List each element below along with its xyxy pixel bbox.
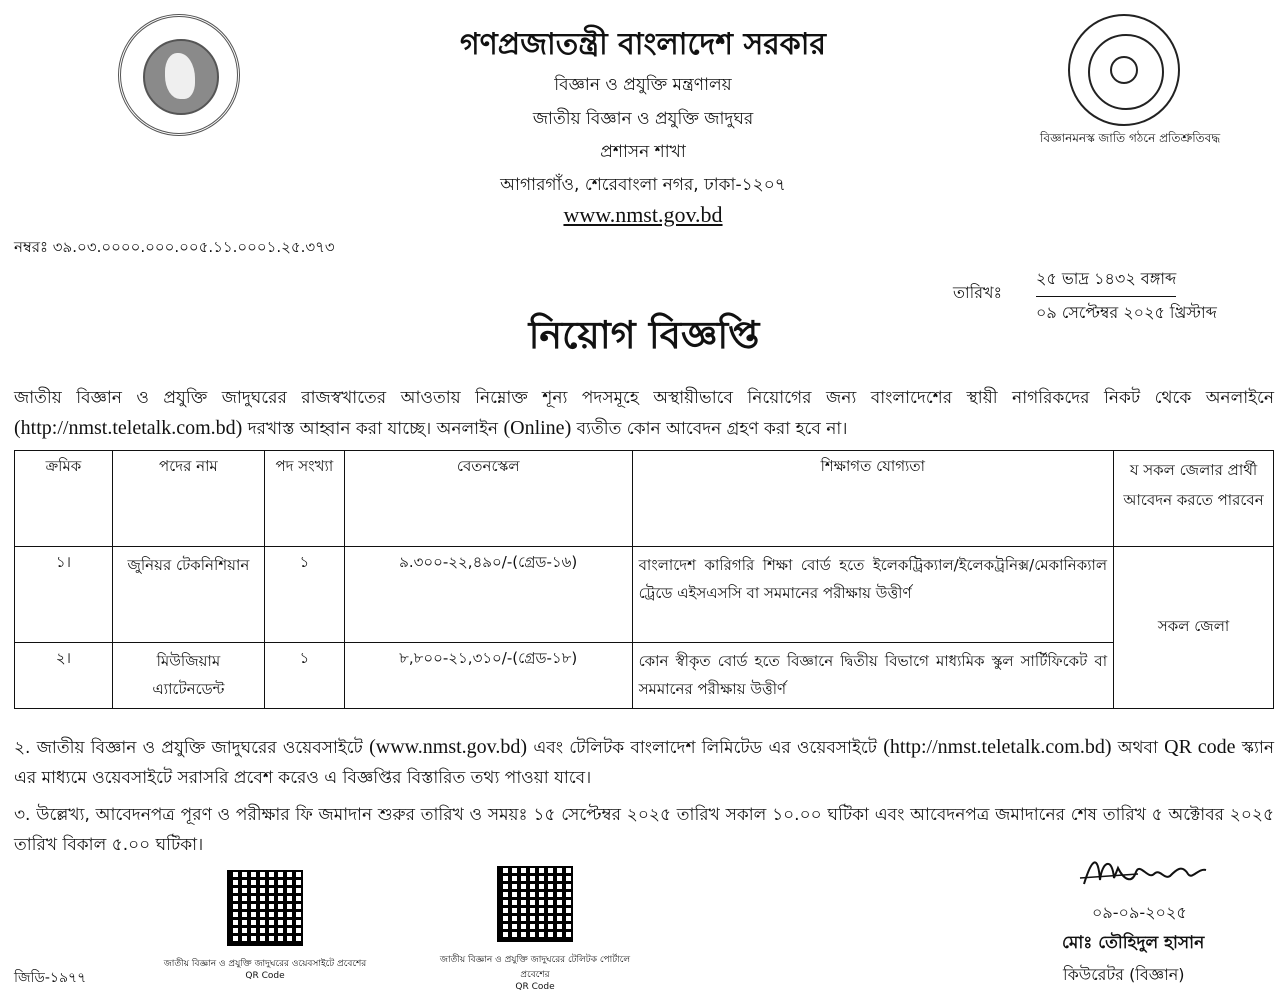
header-qualification: শিক্ষাগত যোগ্যতা bbox=[632, 451, 1114, 547]
signature-date: ০৯-০৯-২০২৫ bbox=[1092, 903, 1187, 922]
seal-emblem bbox=[143, 39, 219, 115]
qr-code-icon[interactable] bbox=[497, 866, 573, 942]
signatory-name: মোঃ তৌহিদুল হাসান bbox=[1062, 933, 1205, 953]
date-label: তারিখঃ bbox=[953, 283, 1003, 302]
gd-number: জিডি-১৯৭৭ bbox=[14, 970, 87, 986]
intro-paragraph: জাতীয় বিজ্ঞান ও প্রযুক্তি জাদুঘরের রাজস্বখাতের আওতায় নিম্নোক্ত শূন্য পদসমূহে অস্থায়ীভাবে নিয়োগের জন্য বাংলাদেশের স্থায়ী নাগরিকদের নিকট থেকে অনলাইনে (http://nmst.teletalk.com.bd) দরখাস্ত আহ্বান করা যাচ্ছে। অনলাইন (Online) ব্যতীত কোন আবেদন গ্রহণ করা হবে না। bbox=[14, 388, 1274, 439]
cell-qualification: বাংলাদেশ কারিগরি শিক্ষা বোর্ড হতে ইলেকট্রিক্যাল/ইলেকট্রনিক্স/মেকানিক্যাল ট্রেডে এইসএসসি বা সমমানের পরীক্ষায় উত্তীর্ণ bbox=[632, 547, 1114, 643]
note-3: ৩. উল্লেখ্য, আবেদনপত্র পূরণ ও পরীক্ষার ফি জমাদান শুরুর তারিখ ও সময়ঃ ১৫ সেপ্টেম্বর ২০২৫ তারিখ সকাল ১০.০০ ঘটিকা এবং আবেদনপত্র জমাদানের শেষ তারিখ ৫ অক্টোবর ২০২৫ তারিখ বিকাল ৫.০০ ঘটিকা। bbox=[14, 805, 1274, 855]
header-post: পদের নাম bbox=[112, 451, 264, 547]
government-title: গণপ্রজাতন্ত্রী বাংলাদেশ সরকার bbox=[460, 27, 826, 62]
table-header-row bbox=[15, 451, 1274, 547]
qr-code-icon[interactable] bbox=[227, 870, 303, 946]
qr-block-website: জাতীয় বিজ্ঞান ও প্রযুক্তি জাদুঘরের ওয়েবসাইটে প্রবেশের QR Code bbox=[150, 870, 380, 981]
table-row bbox=[15, 643, 1274, 709]
notice-title: নিয়োগ বিজ্ঞপ্তি bbox=[528, 313, 760, 357]
signatory-designation: কিউরেটর (বিজ্ঞান) bbox=[1063, 965, 1185, 984]
nmst-link[interactable]: (www.nmst.gov.bd) bbox=[369, 736, 528, 758]
header-districts: য সকল জেলার প্রার্থী আবেদন করতে পারবেন bbox=[1114, 451, 1274, 547]
atom-icon bbox=[1110, 56, 1138, 84]
posts-table bbox=[14, 450, 1274, 709]
cell-districts: সকল জেলা bbox=[1114, 547, 1274, 709]
table-row bbox=[15, 547, 1274, 643]
header-count: পদ সংখ্যা bbox=[264, 451, 344, 547]
ministry-name: বিজ্ঞান ও প্রযুক্তি মন্ত্রণালয় bbox=[554, 75, 732, 95]
cell-scale: ৯.৩০০-২২,৪৯০/-(গ্রেড-১৬) bbox=[344, 547, 632, 643]
handwritten-signature bbox=[1078, 850, 1218, 894]
museum-motto: বিজ্ঞানমনস্ক জাতি গঠনে প্রতিশ্রুতিবদ্ধ bbox=[1040, 131, 1221, 145]
cell-serial: ২। bbox=[15, 643, 113, 709]
note-2: ২. জাতীয় বিজ্ঞান ও প্রযুক্তি জাদুঘরের ওয়েবসাইটে (www.nmst.gov.bd) এবং টেলিটক বাংলাদেশ লিমিটেড এর ওয়েবসাইটে (http://nmst.teletalk.com.bd) অথবা QR code স্ক্যান এর মাধ্যমে ওয়েবসাইটে সরাসরি প্রবেশ করেও এ বিজ্ঞপ্তির বিস্তারিত তথ্য পাওয়া যাবে। bbox=[14, 736, 1275, 788]
teletalk-link-2[interactable]: (http://nmst.teletalk.com.bd) bbox=[883, 736, 1112, 758]
cell-count: ১ bbox=[264, 643, 344, 709]
museum-seal-logo bbox=[1068, 14, 1180, 126]
branch-name: প্রশাসন শাখা bbox=[600, 142, 686, 162]
header-scale: বেতনস্কেল bbox=[344, 451, 632, 547]
date-bangla: ২৫ ভাদ্র ১৪৩২ বঙ্গাব্দ bbox=[1036, 266, 1176, 297]
museum-name: জাতীয় বিজ্ঞান ও প্রযুক্তি জাদুঘর bbox=[532, 109, 754, 129]
cell-qualification: কোন স্বীকৃত বোর্ড হতে বিজ্ঞানে দ্বিতীয় বিভাগে মাধ্যমিক স্কুল সার্টিফিকেট বা সমমানের পরীক্ষায় উত্তীর্ণ bbox=[632, 643, 1114, 709]
qr-block-teletalk: জাতীয় বিজ্ঞান ও প্রযুক্তি জাদুঘরের টেলিটক পোর্টালে প্রবেশের QR Code bbox=[430, 866, 640, 992]
map-emblem-icon bbox=[165, 53, 195, 99]
address: আগারগাঁও, শেরেবাংলা নগর, ঢাকা-১২০৭ bbox=[500, 175, 786, 195]
date-english: ০৯ সেপ্টেম্বর ২০২৫ খ্রিস্টাব্দ bbox=[1036, 303, 1217, 322]
memo-number: নম্বরঃ ৩৯.০৩.০০০০.০০০.০০৫.১১.০০০১.২৫.৩৭৩ bbox=[14, 238, 335, 256]
cell-count: ১ bbox=[264, 547, 344, 643]
cell-serial: ১। bbox=[15, 547, 113, 643]
header-serial: ক্রমিক bbox=[15, 451, 113, 547]
website-link[interactable]: www.nmst.gov.bd bbox=[563, 202, 723, 227]
cell-post: জুনিয়র টেকনিশিয়ান bbox=[112, 547, 264, 643]
cell-post: মিউজিয়াম এ্যাটেনডেন্ট bbox=[112, 643, 264, 709]
cell-scale: ৮,৮০০-২১,৩১০/-(গ্রেড-১৮) bbox=[344, 643, 632, 709]
government-seal-logo bbox=[118, 14, 240, 136]
teletalk-link[interactable]: (http://nmst.teletalk.com.bd) bbox=[14, 417, 243, 439]
